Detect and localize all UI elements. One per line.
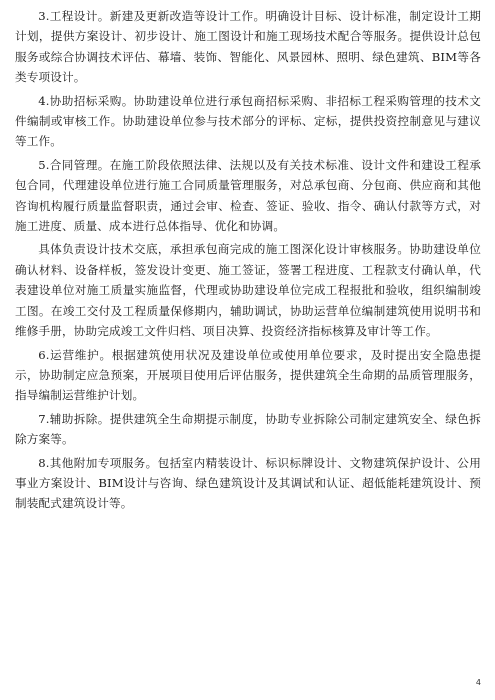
paragraph-contract-management: 5.合同管理。在施工阶段依照法律、法规以及有关技术标准、设计文件和建设工程承包合同，代理建设单位进行施工合同质量管理服务，对总承包商、分包商、供应商和其他咨询机构履行质量监督职责，通过会审、检查、签证、验收、指令、确认付款等方式，对施工进度、质量、成本进行总体指导、优化和协调。	[15, 157, 481, 234]
paragraph-demolition: 7.辅助拆除。提供建筑全生命期提示制度，协助专业拆除公司制定建筑安全、绿色拆除方案等。	[15, 411, 481, 447]
paragraph-operation-maintenance: 6.运营维护。根据建筑使用状况及建设单位或使用单位要求，及时提出安全隐患提示，协助制定应急预案，开展项目使用后评估服务，提供建筑全生命期的品质管理服务，指导编制运营维护计划。	[15, 347, 481, 403]
paragraph-bidding-procurement: 4.协助招标采购。协助建设单位进行承包商招标采购、非招标工程采购管理的技术文件编制或审核工作。协助建设单位参与技术部分的评标、定标，提供投资控制意见与建议等工作。	[15, 93, 481, 149]
page-number: 4	[475, 678, 481, 687]
paragraph-design-disclosure: 具体负责设计技术交底，承担承包商完成的施工图深化设计审核服务。协助建设单位确认材料、设备样板，签发设计变更、施工签证，签署工程进度、工程款支付确认单，代表建设单位对施工质量实施监督，代理或协助建设单位完成工程报批和验收，组织编制竣工图。在竣工交付及工程质量保修期内，辅助调试，协助运营单位编制建筑使用说明书和维修手册，协助完成竣工文件归档、项目决算、投资经济指标核算及审计等工作。	[15, 242, 481, 339]
paragraph-other-services: 8.其他附加专项服务。包括室内精装设计、标识标牌设计、文物建筑保护设计、公用事业方案设计、BIM设计与咨询、绿色建筑设计及其调试和认证、超低能耗建筑设计、预制装配式建筑设计等。	[15, 455, 481, 511]
paragraph-engineering-design: 3.工程设计。新建及更新改造等设计工作。明确设计目标、设计标准，制定设计工期计划，提供方案设计、初步设计、施工图设计和施工现场技术配合等服务。提供设计总包服务或综合协调技术评估、幕墙、装饰、智能化、风景园林、照明、绿色建筑、BIM等各类专项设计。	[15, 9, 481, 85]
